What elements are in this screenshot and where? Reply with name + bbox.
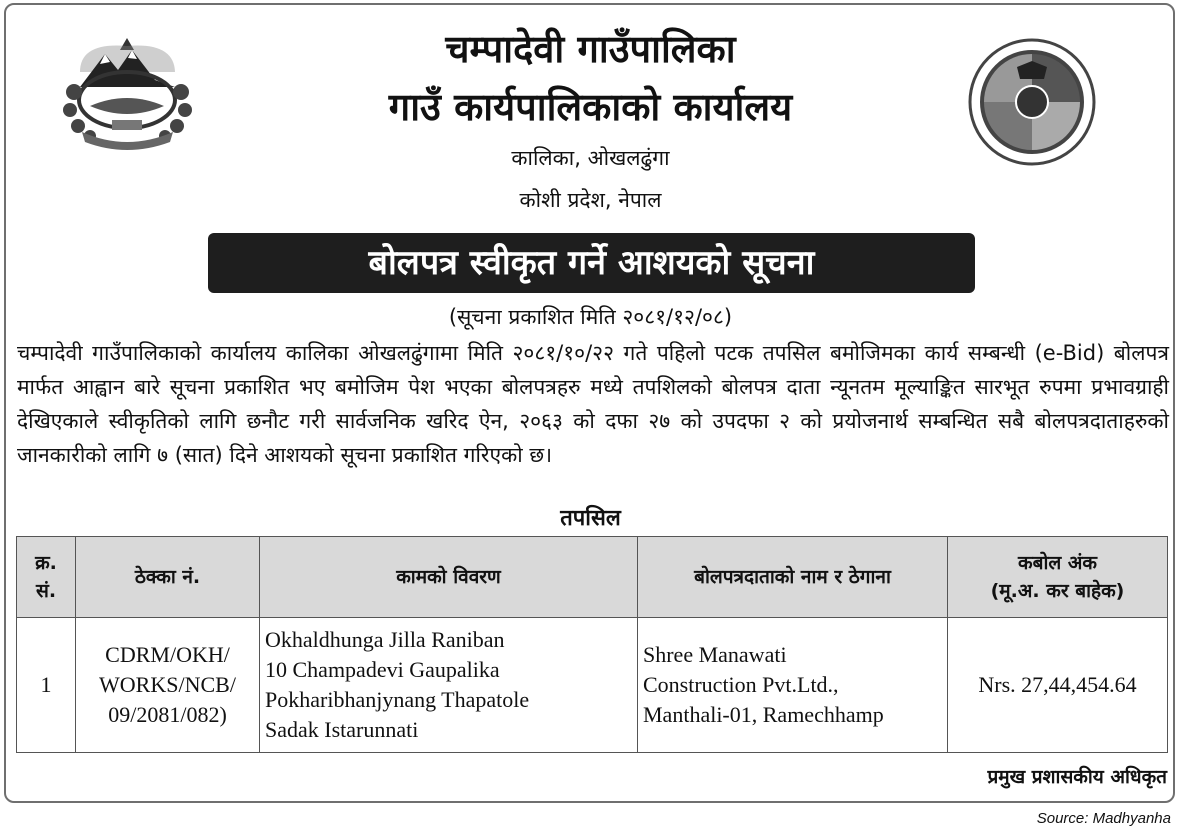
work-line2: 10 Champadevi Gaupalika (265, 657, 500, 682)
cell-contract-no (76, 618, 260, 753)
address-line1: कालिका, ओखलढुंगा (511, 146, 670, 170)
contract-line3: 09/2081/082) (108, 702, 227, 727)
header-amount (948, 537, 1168, 618)
bidder-line1: Shree Manawati (643, 642, 787, 667)
office-title-line1: चम्पादेवी गाउँपालिका (445, 27, 736, 71)
notice-body: चम्पादेवी गाउँपालिकाको कार्यालय कालिका ओखलढुंगामा मिति २०८१/१०/२२ गते पहिलो पटक तपसिल बमोजिमका कार्य सम्बन्धी (e-Bid) बोलपत्र मार्फत आह्वान बारे सूचना प्रकाशित भए बमोजिम पेश भएका बोलपत्रहरु मध्ये तपशिलको बोलपत्र दाता न्यूनतम मूल्याङ्कित सारभूत रुपमा प्रभावग्राही देखिएकाले स्वीकृतिको लागि छनौट गरी सार्वजनिक खरिद ऐन, २०६३ को दफा २७ को उपदफा २ को प्रयोजनार्थ सम्बन्धित सबै बोलपत्रदाताहरुको जानकारीको लागि ७ (सात) दिने आशयको सूचना प्रकाशित गरिएको छ। (17, 341, 1169, 467)
header-amount-line1: कबोल अंक (1018, 552, 1097, 574)
header-work-desc: कामको विवरण (260, 537, 638, 618)
cell-work-desc (260, 618, 638, 753)
table-header-row (17, 537, 1168, 618)
address-line2: कोशी प्रदेश, नेपाल (519, 188, 662, 212)
header-sn-line2: सं. (35, 580, 57, 602)
bidder-line2: Construction Pvt.Ltd., (643, 672, 839, 697)
work-line4: Sadak Istarunnati (265, 717, 419, 742)
header-amount-line2: (मू.अ. कर बाहेक) (990, 580, 1125, 602)
header-sn-line1: क्र. (35, 552, 57, 574)
cell-amount: Nrs. 27,44,454.64 (948, 618, 1168, 753)
cell-bidder (638, 618, 948, 753)
cell-sn: 1 (17, 618, 76, 753)
contract-line1: CDRM/OKH/ (105, 642, 230, 667)
header-bidder: बोलपत्रदाताको नाम र ठेगाना (638, 537, 948, 618)
section-title: तपसिल (560, 506, 621, 531)
header-contract-no: ठेक्का नं. (76, 537, 260, 618)
office-title-line2: गाउँ कार्यपालिकाको कार्यालय (388, 85, 793, 129)
table-row (17, 618, 1168, 753)
source-credit: Source: Madhyanha (1036, 810, 1171, 827)
header-sn (17, 537, 76, 618)
bidder-line3: Manthali-01, Ramechhamp (643, 702, 884, 727)
contract-line2: WORKS/NCB/ (99, 672, 236, 697)
notice-banner: बोलपत्र स्वीकृत गर्ने आशयको सूचना (208, 233, 975, 293)
signatory-title: प्रमुख प्रशासकीय अधिकृत (987, 766, 1167, 788)
work-line1: Okhaldhunga Jilla Raniban (265, 627, 505, 652)
published-date: (सूचना प्रकाशित मिति २०८१/१२/०८) (448, 305, 733, 329)
work-line3: Pokharibhanjynang Thapatole (265, 687, 530, 712)
bid-table (16, 536, 1168, 753)
